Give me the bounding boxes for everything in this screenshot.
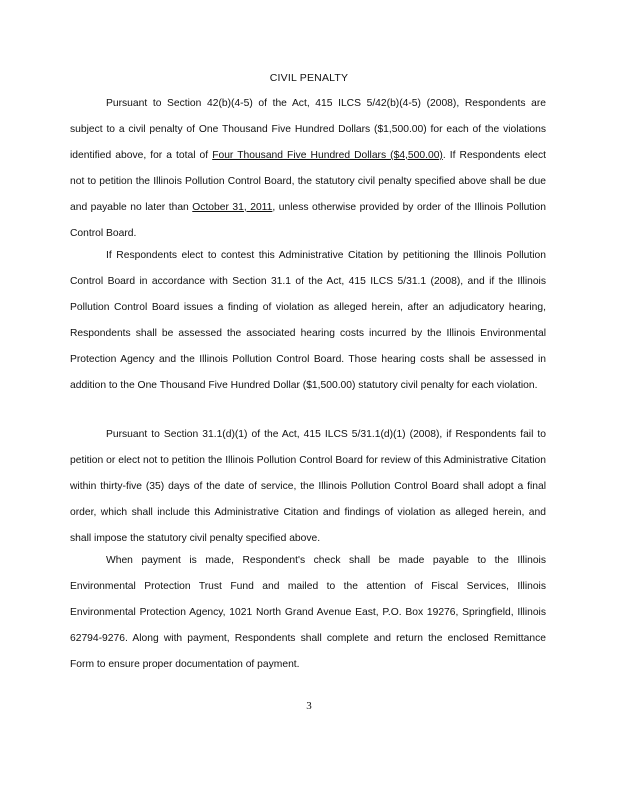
underlined-due-date: October 31, 2011: [192, 201, 273, 213]
section-heading: CIVIL PENALTY: [269, 72, 349, 84]
paragraph-payment-instructions: When payment is made, Respondent's check shall be made payable to the Illinois Environmental Protection Trust Fund and mailed to the attention of Fiscal Services, Illinois Environmental Protection Agency, 1021 North Grand Avenue East, P.O. Box 19276, Springfield, Illinois 62794-9276. Along with payment, Respondents shall complete and return the enclosed Remittance Form to ensure proper documentation of payment.: [70, 555, 546, 670]
page-number: 3: [306, 700, 312, 712]
paragraph-final-order: Pursuant to Section 31.1(d)(1) of the Act, 415 ILCS 5/31.1(d)(1) (2008), if Respondents fail to petition or elect not to petition the Illinois Pollution Control Board for review of this Administrative Citation within thirty-five (35) days of the date of service, the Illinois Pollution Control Board shall adopt a final order, which shall include this Administrative Citation and findings of violation as alleged herein, and shall impose the statutory civil penalty specified above.: [70, 429, 546, 544]
underlined-total-amount: Four Thousand Five Hundred Dollars ($4,500.00): [212, 149, 443, 161]
paragraph-text: Pursuant to Section 42(b)(4-5) of the Act, 415 ILCS 5/42(b)(4-5) (2008), Respondents are subject to a civil penalty of One Thousand Five Hundred Dollars ($1,500.00) for each of the violations identified above, for a total of: [70, 98, 546, 161]
paragraph-contest-citation: If Respondents elect to contest this Administrative Citation by petitioning the Illinois Pollution Control Board in accordance with Section 31.1 of the Act, 415 ILCS 5/31.1 (2008), and if the Illinois Pollution Control Board issues a finding of violation as alleged herein, after an adjudicatory hearing, Respondents shall be assessed the associated hearing costs incurred by the Illinois Environmental Protection Agency and the Illinois Pollution Control Board. Those hearing costs shall be assessed in addition to the One Thousand Five Hundred Dollar ($1,500.00) statutory civil penalty for each violation.: [70, 250, 546, 391]
paragraph-text: , unless otherwise provided by order of the Illinois Pollution Control Board.: [70, 201, 546, 239]
paragraph-text: . If Respondents elect not to petition the Illinois Pollution Control Board, the statutory civil penalty specified above shall be due and payable no later than: [70, 149, 546, 213]
paragraph-civil-penalty: [70, 91, 546, 246]
